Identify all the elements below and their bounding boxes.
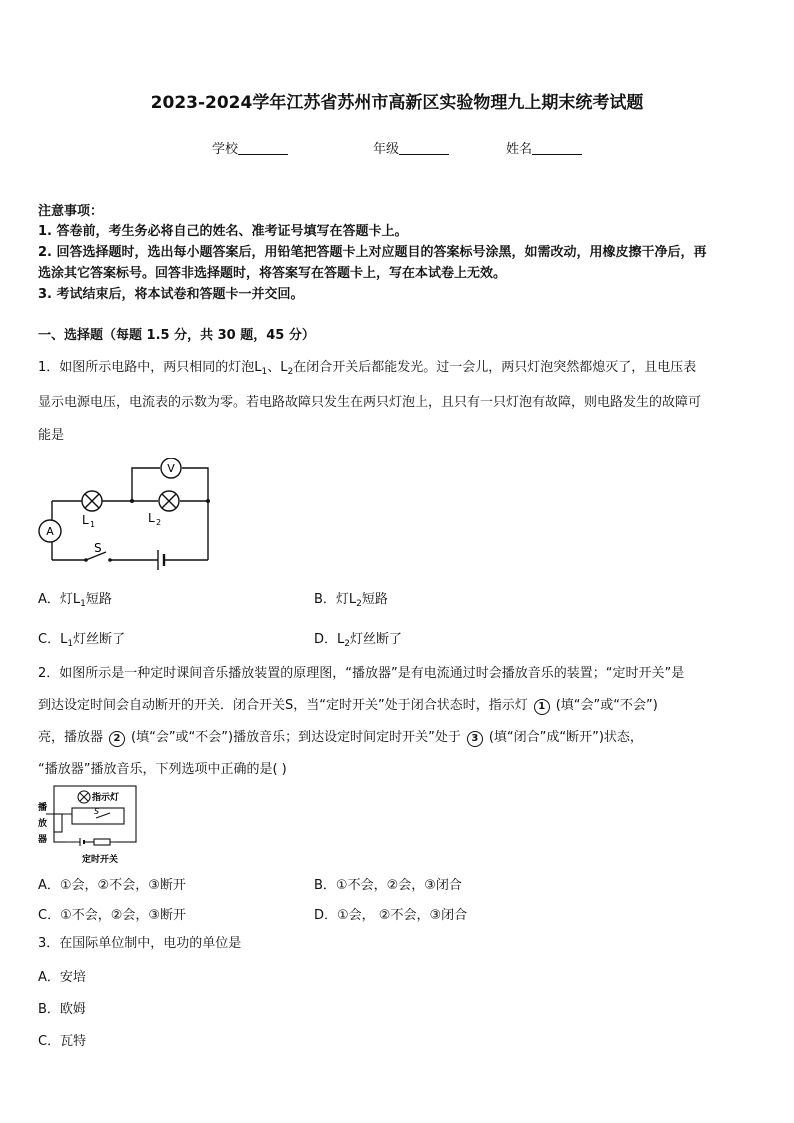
q2-circuit-diagram [36, 784, 140, 868]
q2-option-c[interactable]: C．①不会，②会，③断开 [38, 908, 187, 923]
q1-option-a[interactable]: A．灯$L_1$短路 [38, 592, 112, 609]
school-blank [238, 141, 288, 155]
grade-blank [399, 141, 449, 155]
grade-field [373, 140, 449, 160]
q2-option-a[interactable]: A．①会，②不会，③断开 [38, 878, 186, 893]
q1-option-b[interactable]: B．灯$L_2$短路 [314, 592, 388, 609]
notice-item: 3. 考试结束后，将本试卷和答题卡一并交回。 [38, 287, 304, 302]
q3-stem: 3．在国际单位制中，电功的单位是 [38, 936, 242, 951]
lamp-l1-subscript: 1 [90, 520, 96, 529]
q1-option-c[interactable]: C．$L_1$灯丝断了 [38, 632, 126, 649]
lamp-l2-subscript: 2 [156, 518, 162, 527]
notice-item: 2. 回答选择题时，选出每小题答案后，用铅笔把答题卡上对应题目的答案标号涂黑，如需改动，用橡皮擦干净后，再 [38, 245, 707, 260]
blank-marker-3: 3 [467, 731, 483, 747]
school-label: 学校 [212, 142, 239, 157]
q1-stem-line: 能是 [38, 428, 65, 443]
q1-circuit-diagram [36, 458, 216, 570]
q2-option-b[interactable]: B．①不会，②会，③闭合 [314, 878, 462, 893]
switch-s-label: S [94, 807, 100, 816]
player-label: 播 [38, 803, 48, 813]
player-label: 器 [38, 835, 48, 845]
player-label: 放 [38, 819, 48, 829]
q1-option-d[interactable]: D．$L_2$灯丝断了 [314, 632, 403, 649]
indicator-lamp-label: 指示灯 [92, 793, 120, 803]
q2-stem-line: “播放器”播放音乐，下列选项中正确的是( ) [38, 762, 287, 777]
switch-label: S [94, 541, 102, 555]
lamp-l2-label: L [148, 511, 155, 525]
notice-item: 1. 答卷前，考生务必将自己的姓名、准考证号填写在答题卡上。 [38, 224, 408, 239]
section-heading: 一、选择题（每题 1.5 分，共 30 题，45 分） [38, 328, 315, 343]
timer-switch-label: 定时开关 [82, 855, 119, 865]
q2-stem-line: 亮，播放器 2 (填“会”或“不会”)播放音乐；到达设定时间定时开关”处于 3 (填“闭合”成“断开”)状态， [38, 730, 643, 745]
page-title: 2023-2024学年江苏省苏州市高新区实验物理九上期末统考试题 [150, 93, 644, 113]
name-label: 姓名 [506, 142, 533, 157]
notice-item: 选涂其它答案标号。回答非选择题时，将答案写在答题卡上，写在本试卷上无效。 [38, 266, 507, 281]
lamp-l1-label: L [82, 513, 89, 527]
name-field [506, 140, 582, 160]
q3-option-b[interactable]: B．欧姆 [38, 1002, 86, 1017]
q3-option-c[interactable]: C．瓦特 [38, 1034, 87, 1049]
blank-marker-1: 1 [534, 699, 550, 715]
notice-heading: 注意事项： [38, 204, 104, 219]
q1-stem-line: 1．如图所示电路中，两只相同的灯泡$L_1$、$L_2$在闭合开关后都能发光。过一会儿，两只灯泡突然都熄灭了，且电压表 [38, 360, 697, 377]
q1-stem-line: 显示电源电压，电流表的示数为零。若电路故障只发生在两只灯泡上，且只有一只灯泡有故障，则电路发生的故障可 [38, 395, 702, 410]
voltmeter-label: V [167, 462, 175, 475]
ammeter-label: A [46, 525, 54, 538]
grade-label: 年级 [373, 142, 400, 157]
name-blank [532, 141, 582, 155]
q3-option-a[interactable]: A．安培 [38, 970, 86, 985]
blank-marker-2: 2 [109, 731, 125, 747]
q2-option-d[interactable]: D．①会， ②不会，③闭合 [314, 908, 468, 923]
q2-stem-line: 到达设定时间会自动断开的开关．闭合开关S，当“定时开关”处于闭合状态时，指示灯 1 (填“会”或“不会”) [38, 698, 658, 713]
school-field [212, 140, 288, 160]
q2-stem-line: 2．如图所示是一种定时课间音乐播放装置的原理图，“播放器”是有电流通过时会播放音乐的装置；“定时开关”是 [38, 666, 685, 681]
